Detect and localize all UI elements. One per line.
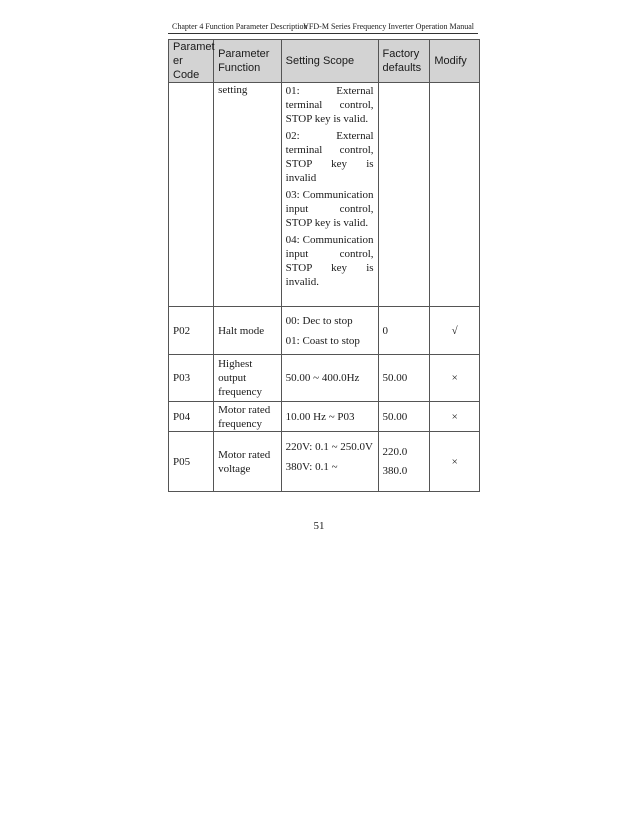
cell-modify: × [430, 432, 480, 492]
cell-modify: × [430, 402, 480, 432]
table-row [169, 402, 480, 432]
default-value: 380.0 [382, 465, 408, 477]
cell-default: 0 [378, 307, 430, 355]
cell-scope: 10.00 Hz ~ P03 [281, 402, 378, 432]
header-setting-scope: Setting Scope [281, 40, 378, 83]
cell-default: 50.00 [378, 402, 430, 432]
cell-function: Halt mode [214, 307, 282, 355]
table-header-row [169, 40, 480, 83]
cell-code: P03 [169, 355, 214, 402]
table-row [169, 432, 480, 492]
cell-code: P04 [169, 402, 214, 432]
scope-option: 04: Communication input control, STOP key is invalid. [285, 234, 374, 288]
scope-option: 01: Coast to stop [285, 335, 360, 347]
cell-code: P02 [169, 307, 214, 355]
scope-option: 02: External terminal control, STOP key is invalid [285, 130, 374, 184]
scope-option: 220V: 0.1 ~ 250.0V [285, 441, 373, 453]
header-parameter-function: Parameter Function [214, 40, 282, 83]
cell-scope [281, 83, 378, 307]
cell-function: setting [214, 83, 282, 307]
cell-code: P05 [169, 432, 214, 492]
scope-option: 01: External terminal control, STOP key is valid. [285, 85, 374, 125]
default-value: 220.0 [382, 446, 408, 458]
cell-scope [281, 307, 378, 355]
table-row [169, 307, 480, 355]
cell-scope [281, 432, 378, 492]
parameter-table [168, 39, 480, 492]
cell-function: Motor rated voltage [214, 432, 282, 492]
cell-modify: × [430, 355, 480, 402]
cell-scope: 50.00 ~ 400.0Hz [281, 355, 378, 402]
cell-default: 50.00 [378, 355, 430, 402]
cell-default [378, 83, 430, 307]
manual-title: VFD-M Series Frequency Inverter Operation Manual [303, 22, 474, 31]
table-row [169, 355, 480, 402]
chapter-title: Chapter 4 Function Parameter Description [172, 22, 308, 31]
scope-option: 03: Communication input control, STOP key is valid. [285, 189, 374, 229]
header-rule [168, 33, 478, 34]
cell-function: Highest output frequency [214, 355, 282, 402]
cell-default [378, 432, 430, 492]
scope-option: 380V: 0.1 ~ [285, 461, 338, 473]
header-parameter-code: Paramet er Code [169, 40, 214, 83]
header-modify: Modify [430, 40, 480, 83]
cell-function: Motor rated frequency [214, 402, 282, 432]
page-number: 51 [313, 520, 325, 532]
header-factory-defaults: Factory defaults [378, 40, 430, 83]
cell-code [169, 83, 214, 307]
cell-modify: √ [430, 307, 480, 355]
scope-option: 00: Dec to stop [285, 315, 353, 327]
table-row [169, 83, 480, 307]
cell-modify [430, 83, 480, 307]
